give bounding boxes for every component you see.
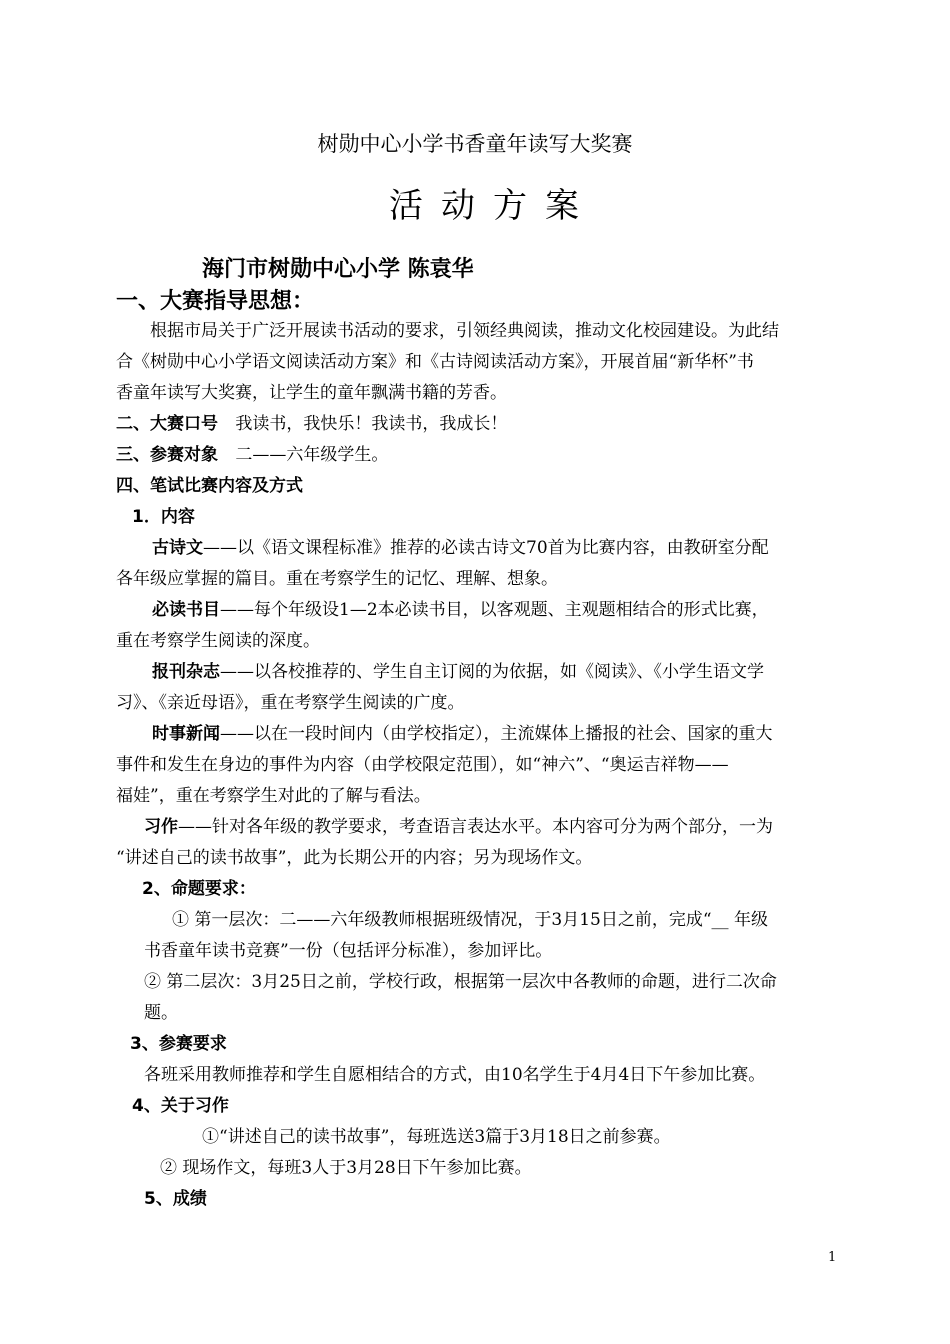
paragraph-line	[144, 816, 773, 838]
section-heading-3: 三、参赛对象	[116, 445, 218, 465]
paragraph-line: 重在考察学生阅读的深度。	[116, 631, 320, 651]
author-line: 海门市树勋中心小学 陈袁华	[202, 257, 474, 282]
paragraph-line	[152, 537, 769, 559]
paragraph-line: 各班采用教师推荐和学生自愿相结合的方式，由10名学生于4月4日下午参加比赛。	[144, 1065, 766, 1085]
subheading-content: 1．内容	[132, 507, 195, 527]
paragraph-line: 习》、《亲近母语》，重在考察学生阅读的广度。	[116, 693, 465, 713]
subheading-results: 5、成绩	[144, 1189, 207, 1209]
paragraph-line: “讲述自己的读书故事”，此为长期公开的内容；另为现场作文。	[116, 848, 593, 868]
term-bidu: 必读书目	[152, 600, 220, 620]
section-heading-2: 二、大赛口号	[116, 414, 218, 434]
term-baokan: 报刊杂志	[152, 662, 220, 682]
paragraph-line: 根据市局关于广泛开展读书活动的要求，引领经典阅读，推动文化校园建设。为此结	[150, 321, 779, 341]
paragraph-line: 书香童年读书竞赛”一份（包括评分标准），参加评比。	[144, 941, 553, 961]
paragraph-line: 合《树勋中心小学语文阅读活动方案》和《古诗阅读活动方案》，开展首届“新华杯”书	[116, 352, 754, 372]
document-subtitle: 活动方案	[389, 186, 597, 226]
paragraph-line: 香童年读写大奖赛，让学生的童年飘满书籍的芳香。	[116, 383, 507, 403]
subheading-writing: 4、关于习作	[132, 1096, 229, 1116]
paragraph-line: ① 第一层次：二——六年级教师根据班级情况，于3月15日之前，完成“__ 年级	[172, 910, 768, 930]
section-heading-4: 四、笔试比赛内容及方式	[116, 476, 303, 496]
paragraph-line: ①“讲述自己的读书故事”，每班选送3篇于3月18日之前参赛。	[202, 1127, 671, 1147]
term-description: ——以各校推荐的、学生自主订阅的为依据，如《阅读》、《小学生语文学	[220, 662, 764, 682]
term-description: ——每个年级设1—2本必读书目，以客观题、主观题相结合的形式比赛，	[220, 600, 769, 620]
paragraph-line: ② 现场作文，每班3人于3月28日下午参加比赛。	[160, 1158, 532, 1178]
paragraph-line: 各年级应掌握的篇目。重在考察学生的记忆、理解、想象。	[116, 569, 558, 589]
paragraph-line: 题。	[144, 1003, 178, 1023]
paragraph-line	[152, 661, 764, 683]
section-2	[116, 413, 507, 435]
paragraph-line	[152, 723, 773, 745]
paragraph-line: 事件和发生在身边的事件为内容（由学校限定范围），如“神六”、“奥运吉祥物——	[116, 755, 729, 775]
term-gushi: 古诗文	[152, 538, 203, 558]
section-3	[116, 444, 388, 466]
term-description: ——以在一段时间内（由学校指定），主流媒体上播报的社会、国家的重大	[220, 724, 773, 744]
page-number: 1	[828, 1250, 837, 1265]
slogan-text: 我读书，我快乐！我读书，我成长！	[235, 414, 508, 434]
term-description: ——针对各年级的教学要求，考查语言表达水平。本内容可分为两个部分，一为	[178, 817, 773, 837]
document-title: 树勋中心小学书香童年读写大奖赛	[317, 132, 633, 156]
participants-text: 二——六年级学生。	[235, 445, 389, 465]
paragraph-line: ② 第二层次：3月25日之前，学校行政，根据第一层次中各教师的命题，进行二次命	[144, 972, 777, 992]
term-description: ——以《语文课程标准》推荐的必读古诗文70首为比赛内容，由教研室分配	[203, 538, 769, 558]
subheading-participation: 3、参赛要求	[130, 1034, 227, 1054]
section-heading-1: 一、大赛指导思想：	[116, 289, 315, 314]
paragraph-line: 福娃”，重在考察学生对此的了解与看法。	[116, 786, 431, 806]
paragraph-line	[152, 599, 769, 621]
term-xizuo: 习作	[144, 817, 178, 837]
term-shishi: 时事新闻	[152, 724, 220, 744]
subheading-requirements: 2、命题要求：	[142, 879, 256, 899]
